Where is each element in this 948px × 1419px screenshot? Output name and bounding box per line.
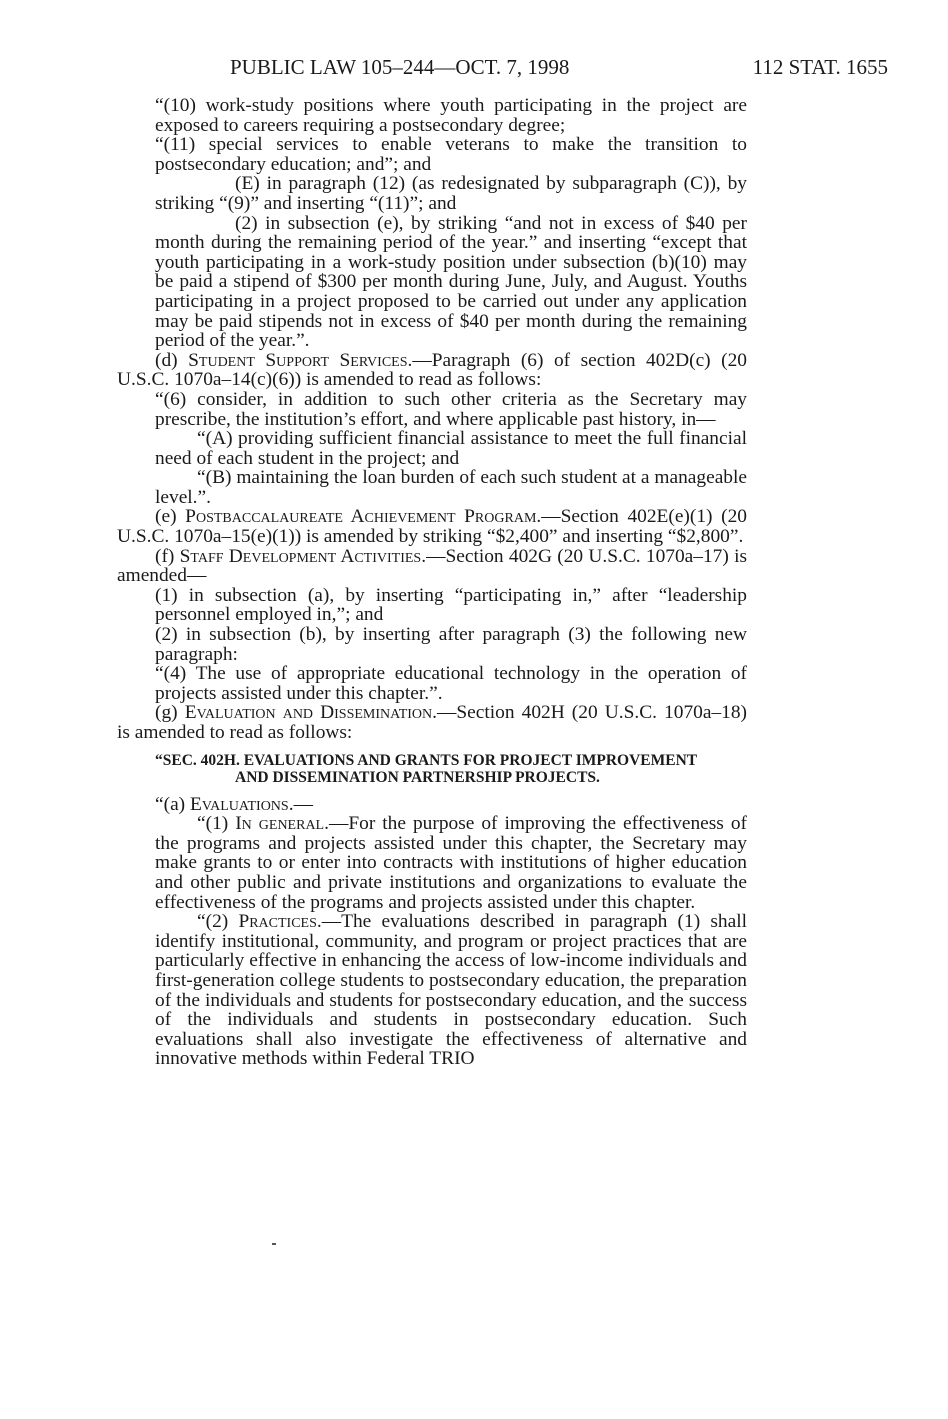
- header-stat-page: 112 STAT. 1655: [752, 55, 888, 79]
- subparagraph-b-loan: “(B) maintaining the loan burden of each such student at a manageable level.”.: [155, 467, 747, 508]
- section-d-label: (d): [155, 349, 178, 371]
- subsection-2: [117, 214, 747, 351]
- section-402h-heading: [117, 752, 747, 786]
- scan-speck: [272, 1243, 276, 1245]
- paragraph-1-caption: In general.: [235, 813, 329, 835]
- section-d-text: —Paragraph (6) of section 402D(c) (20 U.S.C. 1070a–14(c)(6)) is amended to read as follows:: [117, 349, 747, 391]
- subsection-f1: (1) in subsection (a), by inserting “participating in,” after “leadership personnel employed in,”; and: [155, 584, 747, 626]
- section-f: [117, 547, 747, 586]
- paragraph-11: “(11) special services to enable veterans to make the transition to postsecondary education; and”; and: [155, 134, 747, 175]
- paragraph-4: “(4) The use of appropriate educational technology in the operation of projects assisted under this chapter.”.: [155, 663, 747, 704]
- section-e: [117, 507, 747, 546]
- paragraph-1-prefix: “(1): [197, 813, 229, 835]
- subparagraph-a-financial: “(A) providing sufficient financial assistance to meet the full financial need of each student in the project; and: [155, 428, 747, 469]
- section-g-text: —Section 402H (20 U.S.C. 1070a–18) is amended to read as follows:: [117, 702, 747, 743]
- section-f-text: —Section 402G (20 U.S.C. 1070a–17) is amended—: [117, 545, 747, 587]
- section-f-label: (f): [155, 545, 175, 567]
- subsection-a-evaluations: [117, 795, 747, 815]
- subsection-2-text: (2) in subsection (e), by striking “and not in excess of $40 per month during the remaining period of the year.” and inserting “except that youth participating in a work-study position under subsection (b)(10) may be paid a stipend of $300 per month during June, July, and August. Youths participating in a project proposed to be carried out under any application may be paid stipends not in excess of $40 per month during the remaining period of the year.”.: [155, 212, 747, 352]
- subsection-a-prefix: “(a): [155, 793, 186, 815]
- paragraph-10: “(10) work-study positions where youth participating in the project are exposed to careers requiring a postsecondary degree;: [155, 95, 747, 136]
- section-e-label: (e): [155, 506, 177, 528]
- subsection-a-suffix: —: [293, 793, 313, 815]
- paragraph-2-text: —The evaluations described in paragraph (1) shall identify institutional, community, and program or project practices that are particularly effective in enhancing the access of low-income individuals and first-generation college students to postsecondary education, the preparation of the individuals and students for postsecondary education, and the success of the individuals and students in postsecondary education. Such evaluations shall also investigate the effectiveness of alternative and innovative methods within Federal TRIO: [155, 911, 747, 1070]
- section-d-caption: Student Support Services.: [188, 349, 413, 371]
- section-heading-line1: “SEC. 402H. EVALUATIONS AND GRANTS FOR PROJECT IMPROVEMENT: [155, 751, 698, 769]
- document-body: [117, 96, 747, 1069]
- paragraph-1-text: —For the purpose of improving the effectiveness of the programs and projects assisted under this chapter, the Secretary may make grants to or enter into contracts with institutions of higher education and other public and private institutions and organizations to evaluate the effectiveness of the programs and projects assisted under this chapter.: [155, 813, 747, 913]
- paragraph-6: “(6) consider, in addition to such other criteria as the Secretary may prescribe, the institution’s effort, and where applicable past history, in—: [155, 388, 747, 430]
- subsection-f2: (2) in subsection (b), by inserting after paragraph (3) the following new paragraph:: [155, 624, 747, 665]
- section-g: [117, 703, 747, 742]
- section-heading-line2: AND DISSEMINATION PARTNERSHIP PROJECTS.: [235, 768, 600, 786]
- section-g-label: (g): [155, 702, 178, 724]
- section-e-caption: Postbaccalaureate Achievement Program.: [185, 506, 542, 528]
- paragraph-1-in-general: [117, 814, 747, 912]
- section-g-caption: Evaluation and Dissemination.: [184, 702, 437, 724]
- subsection-a-caption: Evaluations.: [190, 793, 294, 815]
- subparagraph-e: (E) in paragraph (12) (as redesignated by subparagraph (C)), by striking “(9)” and inserting “(11)”; and: [155, 173, 747, 214]
- section-d: [117, 351, 747, 390]
- running-header: [230, 52, 888, 82]
- paragraph-2-caption: Practices.: [238, 911, 322, 933]
- section-f-caption: Staff Development Activities.: [179, 545, 427, 567]
- paragraph-2-practices: [117, 912, 747, 1069]
- header-public-law: PUBLIC LAW 105–244—OCT. 7, 1998: [230, 55, 570, 79]
- section-e-text: —Section 402E(e)(1) (20 U.S.C. 1070a–15(e)(1)) is amended by striking “$2,400” and inserting “$2,800”.: [117, 506, 747, 548]
- paragraph-2-prefix: “(2): [197, 911, 229, 933]
